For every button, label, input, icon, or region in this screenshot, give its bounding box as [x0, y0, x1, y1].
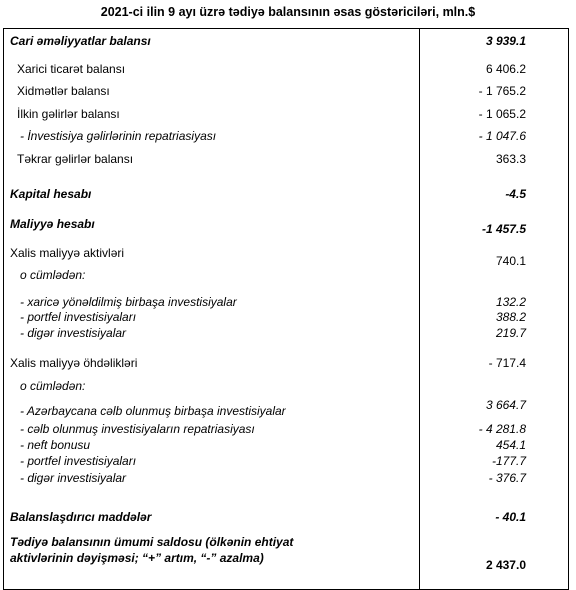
- row-label: Xalis maliyyə öhdəlikləri: [10, 356, 138, 370]
- row-value: 3 664.7: [485, 398, 526, 412]
- row-label: Xarici ticarət balansı: [17, 62, 126, 76]
- row-value: 454.1: [495, 438, 526, 452]
- table-row: [4, 325, 570, 341]
- row-label: aktivlərinin dəyişməsi; “+” artım, “-” azalma): [10, 551, 264, 565]
- row-value: 2 437.0: [485, 558, 526, 572]
- row-label: İlkin gəlirlər balansı: [17, 107, 120, 121]
- table-row: [4, 186, 570, 202]
- row-value: - 717.4: [488, 356, 526, 370]
- balance-table: [3, 28, 569, 590]
- table-row: [4, 267, 570, 283]
- row-value: 6 406.2: [485, 62, 526, 76]
- row-label: Cari əməliyyatlar balansı: [10, 34, 151, 48]
- table-row: [4, 378, 570, 394]
- row-value: 132.2: [495, 295, 526, 309]
- row-value: 219.7: [495, 326, 526, 340]
- row-label: o cümlədən:: [20, 379, 86, 393]
- table-row: [4, 83, 570, 99]
- table-row: [4, 421, 570, 437]
- table-row: [4, 245, 570, 268]
- row-value: -4.5: [505, 187, 526, 201]
- row-label: Tədiyə balansının ümumi saldosu (ölkənin ehtiyat: [10, 535, 294, 549]
- row-label: Kapital hesabı: [10, 187, 92, 201]
- row-label: Xidmətlər balansı: [17, 84, 110, 98]
- table-row: [4, 216, 570, 236]
- row-label: Maliyyə hesabı: [10, 217, 95, 231]
- table-row: [4, 61, 570, 77]
- row-label: - digər investisiyalar: [20, 471, 127, 485]
- row-label: - Azərbaycana cəlb olunmuş birbaşa investisiyalar: [20, 404, 286, 418]
- row-label: - portfel investisiyaları: [20, 454, 137, 468]
- table-row: [4, 398, 570, 419]
- row-value: 388.2: [495, 310, 526, 324]
- table-row: [4, 355, 570, 371]
- table-row: [4, 509, 570, 525]
- row-value: -1 457.5: [481, 222, 526, 236]
- row-value: 3 939.1: [485, 34, 526, 48]
- row-value: - 4 281.8: [478, 422, 526, 436]
- row-value: - 376.7: [488, 471, 526, 485]
- row-label: o cümlədən:: [20, 268, 86, 282]
- row-label: Balanslaşdırıcı maddələr: [10, 510, 152, 524]
- row-label: - İnvestisiya gəlirlərinin repatriasiyası: [20, 129, 217, 143]
- row-label: - neft bonusu: [20, 438, 91, 452]
- row-value: - 40.1: [495, 510, 526, 524]
- row-value: -177.7: [491, 454, 526, 468]
- table-row: [4, 550, 570, 572]
- row-value: 740.1: [495, 254, 526, 268]
- table-row: [4, 309, 570, 325]
- table-row: [4, 294, 570, 310]
- page-title: 2021-ci ilin 9 ayı üzrə tədiyə balansının əsas göstəriciləri, mln.$: [100, 5, 476, 19]
- table-row: [4, 437, 570, 453]
- row-label: - xaricə yönəldilmiş birbaşa investisiyalar: [20, 295, 237, 309]
- row-label: Xalis maliyyə aktivləri: [10, 246, 125, 260]
- table-row: [4, 128, 570, 144]
- row-label: - cəlb olunmuş investisiyaların repatriasiyası: [20, 422, 255, 436]
- table-row: [4, 453, 570, 469]
- table-row: [4, 470, 570, 486]
- table-row: [4, 33, 570, 49]
- row-label: - portfel investisiyaları: [20, 310, 137, 324]
- row-value: - 1 065.2: [478, 107, 526, 121]
- table-row: [4, 106, 570, 122]
- table-row: [4, 534, 570, 550]
- row-label: Təkrar gəlirlər balansı: [17, 152, 134, 166]
- table-row: [4, 151, 570, 167]
- row-value: - 1 047.6: [478, 129, 526, 143]
- row-value: - 1 765.2: [478, 84, 526, 98]
- row-label: - digər investisiyalar: [20, 326, 127, 340]
- row-value: 363.3: [495, 152, 526, 166]
